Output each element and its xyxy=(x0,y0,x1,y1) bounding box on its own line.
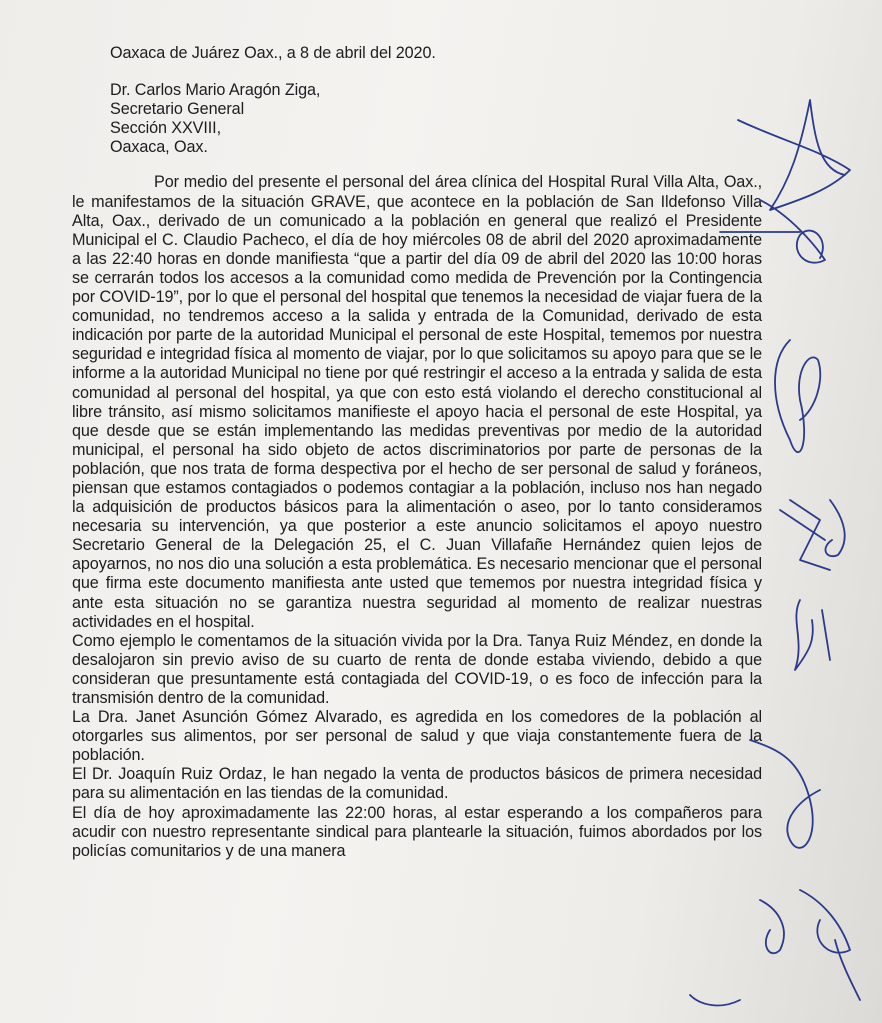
signature-7 xyxy=(800,890,860,1000)
recipient-city: Oaxaca, Oax. xyxy=(110,138,208,157)
recipient-title: Secretario General xyxy=(110,100,245,119)
dateline: Oaxaca de Juárez Oax., a 8 de abril del 2020. xyxy=(110,44,436,62)
signature-3 xyxy=(775,340,820,452)
recipient-block xyxy=(72,81,762,157)
letter-body xyxy=(72,44,762,861)
signature-5 xyxy=(795,600,830,670)
example-paragraph-4: El día de hoy aproximadamente las 22:00 horas, al estar esperando a los compañeros para acudir con nuestro representante sindical para plantearle la situación, fuimos abordados por los policías comunitarios y de una manera xyxy=(72,803,762,860)
signature-8 xyxy=(760,900,784,953)
example-paragraph-3: El Dr. Joaquín Ruiz Ordaz, le han negado la venta de productos básicos de primera necesidad para su alimentación en las tiendas de la comunidad. xyxy=(72,765,762,803)
example-paragraph-1: Como ejemplo le comentamos de la situación vivida por la Dra. Tanya Ruiz Méndez, en donde la desalojaron sin previo aviso de su cuarto de renta de donde estaba viviendo, debido a que consideran que presuntamente está contagiada del COVID-19, o es foco de infección para la transmisión dentro de la comunidad. xyxy=(72,631,762,707)
signature-9 xyxy=(690,995,740,1005)
body-paragraph: Por medio del presente el personal del área clínica del Hospital Rural Villa Alta, Oax., le manifestamos de la situación GRAVE, que acontece en la población de San Ildefonso Villa Alta, Oax., derivado de un comunicado a la población en general que realizó el Presidente Municipal el C. Claudio Pacheco, el día de hoy miércoles 08 de abril del 2020 aproximadamente a las 22:40 horas en donde manifiesta “que a partir del día 09 de abril del 2020 las 10:00 horas se cerrarán todos los accesos a la comunidad como medida de Prevención por la Contingencia por COVID-19”, por lo que el personal del hospital que tenemos la necesidad de viajar fuera de la comunidad, no tendremos acceso a la salida y entrada de la Comunidad, derivado de esta indicación por parte de la autoridad Municipal el personal de este Hospital, tememos por nuestra seguridad e integridad física al momento de viajar, por lo que solicitamos su apoyo para que se le informe a la autoridad Municipal no tiene por qué restringir el acceso a la entrada y salida de esta comunidad al personal del hospital, ya que con esto está violando el derecho constitucional al libre tránsito, así mismo solicitamos manifieste el apoyo hacia el personal de este Hospital, ya que desde que se están implementando las medidas preventivas por medio de la autoridad municipal, el personal ha sido objeto de actos discriminatorios por parte de personas de la población, que nos trata de forma despectiva por el hecho de ser personal de salud y foráneos, piensan que estamos contagiados o podemos contagiar a la población, incluso nos han negado la adquisición de productos básicos para la alimentación o aseo, por lo tanto consideramos necesaria su intervención, ya que posterior a este anuncio solicitamos el apoyo nuestro Secretario General de la Delegación 25, el C. Juan Villafañe Hernández quien lejos de apoyarnos, no nos dio una solución a esta problemática. Es necesario mencionar que el personal que firma este documento manifiesta ante usted que tememos por nuestra integridad física y ante esta situación no se garantiza nuestra seguridad al momento de realizar nuestras actividades en el hospital. xyxy=(72,173,762,631)
recipient-name: Dr. Carlos Mario Aragón Ziga, xyxy=(110,81,321,100)
recipient-section: Sección XXVIII, xyxy=(110,119,221,138)
signature-4 xyxy=(780,500,845,570)
example-paragraph-2: La Dra. Janet Asunción Gómez Alvarado, es agredida en los comedores de la población al otorgarles sus alimentos, por ser personal de salud y que viaja constantemente fuera de la población. xyxy=(72,708,762,765)
